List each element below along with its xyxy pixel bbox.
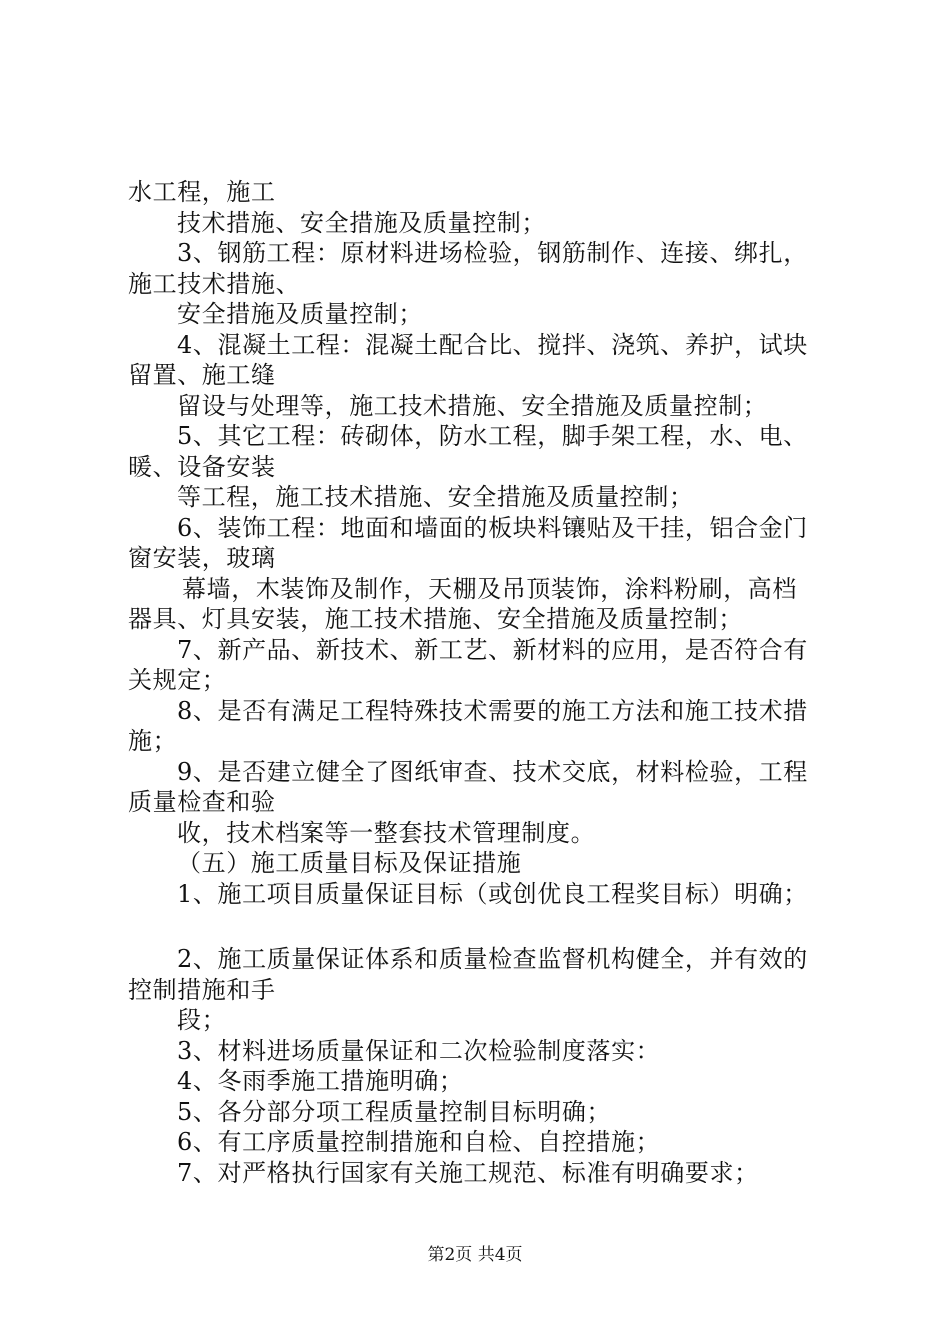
list-item-6: 6、装饰工程：地面和墙面的板块料镶贴及干挂，铝合金门 bbox=[177, 513, 808, 542]
text-line: 暖、设备安装 bbox=[128, 452, 276, 481]
list-item-5: 5、其它工程：砖砌体，防水工程，脚手架工程，水、电、 bbox=[177, 422, 808, 450]
text-line: 收，技术档案等一整套技术管理制度。 bbox=[177, 818, 596, 847]
text-line: 关规定； bbox=[128, 666, 227, 694]
text-line: 施工技术措施、 bbox=[128, 269, 301, 298]
list-item-1: 1、施工项目质量保证目标（或创优良工程奖目标）明确； bbox=[177, 879, 808, 908]
paragraph-gap bbox=[128, 909, 833, 944]
list-item-7: 7、新产品、新技术、新工艺、新材料的应用，是否符合有 bbox=[177, 635, 808, 664]
list-item-3: 3、钢筋工程：原材料进场检验，钢筋制作、连接、绑扎， bbox=[177, 239, 808, 267]
text-line: 留设与处理等，施工技术措施、安全措施及质量控制； bbox=[177, 391, 768, 420]
page-footer: 第2页 共4页 bbox=[427, 1245, 523, 1265]
text-line: 窗安装，玻璃 bbox=[128, 544, 276, 572]
text-line: 幕墙，木装饰及制作，天棚及吊顶装饰，涂料粉刷，高档 bbox=[182, 574, 797, 603]
text-line: 器具、灯具安装，施工技术措施、安全措施及质量控制； bbox=[128, 605, 743, 633]
text-line: 留置、施工缝 bbox=[128, 361, 276, 389]
text-line: 质量检查和验 bbox=[128, 788, 276, 816]
text-line: 水工程，施工 bbox=[128, 178, 276, 206]
list-item-3: 3、材料进场质量保证和二次检验制度落实： bbox=[177, 1036, 661, 1065]
text-line: 等工程，施工技术措施、安全措施及质量控制； bbox=[177, 483, 694, 511]
text-line: 控制措施和手 bbox=[128, 975, 276, 1004]
text-line: 安全措施及质量控制； bbox=[177, 300, 423, 328]
list-item-5: 5、各分部分项工程质量控制目标明确； bbox=[177, 1097, 612, 1126]
list-item-2: 2、施工质量保证体系和质量检查监督机构健全，并有效的 bbox=[177, 945, 808, 973]
section-heading: （五）施工质量目标及保证措施 bbox=[177, 849, 522, 877]
list-item-4: 4、冬雨季施工措施明确； bbox=[177, 1067, 464, 1095]
text-line: 施； bbox=[128, 727, 178, 755]
list-item-6: 6、有工序质量控制措施和自检、自控措施； bbox=[177, 1128, 661, 1156]
list-item-4: 4、混凝土工程：混凝土配合比、搅拌、浇筑、养护，试块 bbox=[177, 330, 808, 359]
document-body bbox=[128, 177, 833, 1188]
list-item-7: 7、对严格执行国家有关施工规范、标准有明确要求； bbox=[177, 1158, 759, 1187]
list-item-8: 8、是否有满足工程特殊技术需要的施工方法和施工技术措 bbox=[177, 696, 808, 725]
text-line: 技术措施、安全措施及质量控制； bbox=[177, 208, 546, 237]
text-line: 段； bbox=[177, 1006, 227, 1034]
list-item-9: 9、是否建立健全了图纸审查、技术交底，材料检验，工程 bbox=[177, 757, 808, 786]
